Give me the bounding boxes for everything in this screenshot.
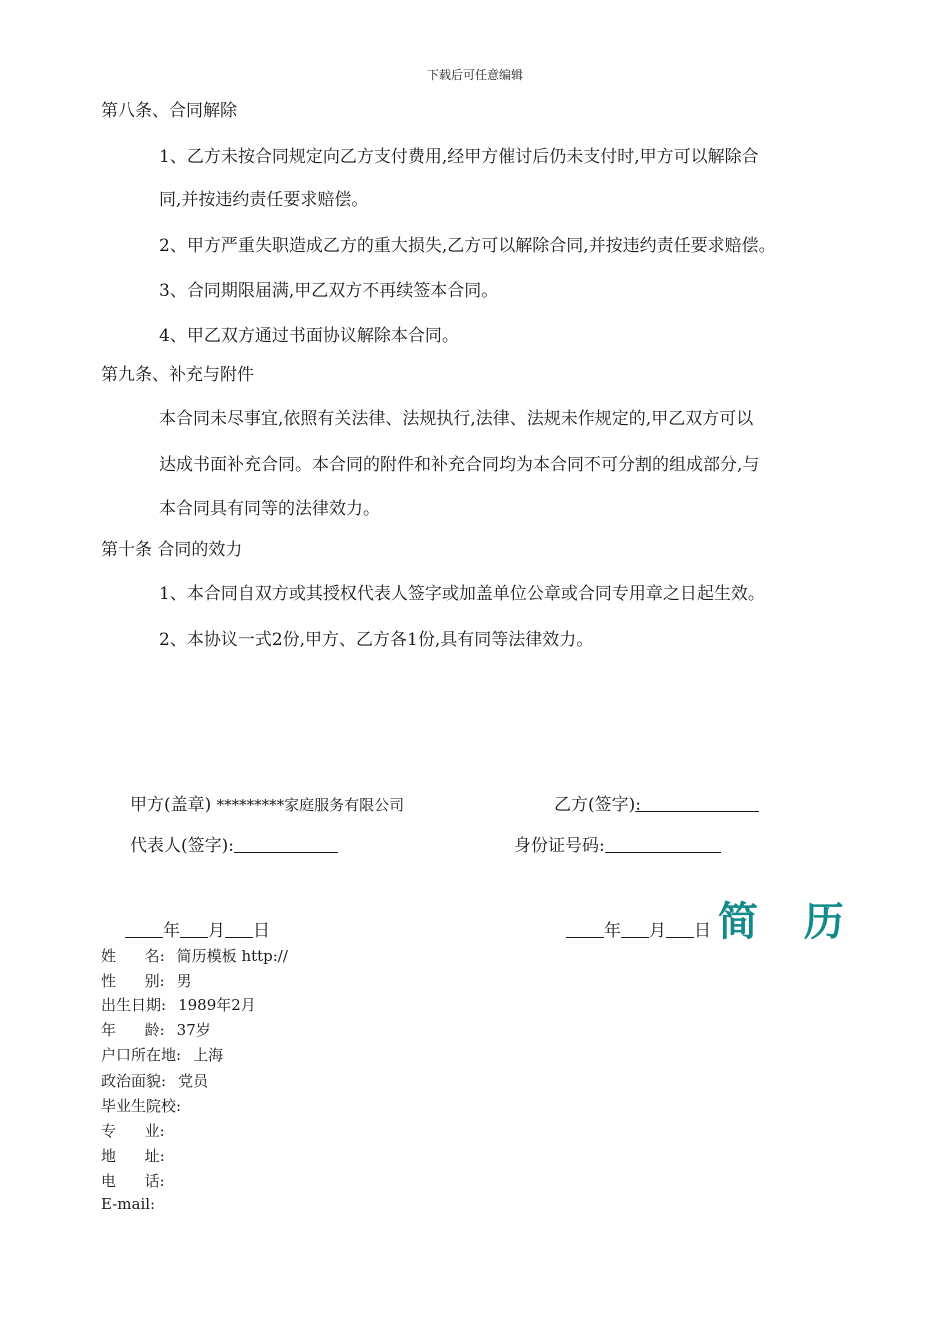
article-10-heading: 第十条 合同的效力 [101, 540, 243, 560]
article-9-heading: 第九条、补充与附件 [101, 365, 254, 385]
month-blank [180, 920, 208, 938]
resume-field-value: 男 [176, 972, 192, 990]
month-label: 月 [208, 921, 225, 941]
resume-field-label: 户口所在地: [101, 1046, 182, 1064]
article-10-item-2: 2、本协议一式2份,甲方、乙方各1份,具有同等法律效力。 [159, 630, 594, 650]
resume-title: 简 历 [718, 898, 860, 945]
resume-field-row [101, 970, 192, 991]
resume-field-row [101, 1145, 177, 1166]
resume-field-row [101, 1019, 211, 1040]
month-label: 月 [649, 921, 666, 941]
day-blank [225, 920, 253, 938]
resume-field-row [101, 1195, 167, 1213]
id-number-label: 身份证号码: [514, 836, 605, 856]
resume-field-value: 上海 [193, 1046, 224, 1064]
year-blank [566, 920, 604, 938]
date-right [566, 916, 711, 941]
article-10-item-1: 1、本合同自双方或其授权代表人签字或加盖单位公章或合同专用章之日起生效。 [159, 584, 765, 604]
resume-field-label: 地 址: [101, 1147, 165, 1165]
representative-signature-blank [234, 835, 338, 853]
article-8-item-1: 1、乙方未按合同规定向乙方支付费用,经甲方催讨后仍未支付时,甲方可以解除合 [159, 147, 759, 167]
day-label: 日 [253, 921, 270, 941]
article-8-item-4: 4、甲乙双方通过书面协议解除本合同。 [159, 326, 459, 346]
article-9-line-1: 本合同未尽事宜,依照有关法律、法规执行,法律、法规未作规定的,甲乙双方可以 [159, 409, 754, 429]
resume-field-value: 37岁 [176, 1021, 211, 1039]
article-9-line-2: 达成书面补充合同。本合同的附件和补充合同均为本合同不可分割的组成部分,与 [159, 455, 760, 475]
resume-field-label: 政治面貌: [101, 1072, 167, 1090]
resume-field-row [101, 1044, 223, 1065]
article-8-item-1-cont: 同,并按违约责任要求赔偿。 [159, 190, 369, 210]
year-label: 年 [604, 921, 621, 941]
article-8-item-3: 3、合同期限届满,甲乙双方不再续签本合同。 [159, 281, 499, 301]
party-b-colon: : [635, 795, 641, 815]
representative-row [130, 831, 338, 856]
resume-field-label: 毕业生院校: [101, 1097, 182, 1115]
article-8-heading: 第八条、合同解除 [101, 101, 237, 121]
resume-field-label: 电 话: [101, 1172, 165, 1190]
resume-field-row [101, 1120, 177, 1141]
resume-field-row [101, 1095, 193, 1116]
id-number-blank [605, 835, 721, 853]
date-left [125, 916, 270, 941]
id-number-row [514, 831, 721, 856]
party-a-row [130, 790, 404, 815]
party-b-label: 乙方(签字) [554, 795, 636, 815]
party-a-label: 甲方(盖章) [130, 795, 212, 815]
resume-field-label: 年 龄: [101, 1021, 165, 1039]
party-b-signature-blank [641, 794, 759, 812]
party-a-value: *********家庭服务有限公司 [216, 796, 405, 814]
article-9-line-3: 本合同具有同等的法律效力。 [159, 499, 380, 519]
resume-field-label: 专 业: [101, 1122, 165, 1140]
representative-label: 代表人(签字): [130, 836, 234, 856]
day-label: 日 [694, 921, 711, 941]
resume-field-value: 简历模板 http:// [176, 947, 288, 965]
resume-field-row [101, 1070, 208, 1091]
month-blank [621, 920, 649, 938]
page-header: 下载后可任意编辑 [426, 68, 523, 82]
day-blank [666, 920, 694, 938]
resume-field-label: 姓 名: [101, 947, 165, 965]
resume-field-row [101, 945, 288, 966]
party-b-row [554, 790, 759, 815]
resume-field-label: E-mail: [101, 1195, 156, 1213]
resume-field-row [101, 994, 256, 1015]
year-label: 年 [163, 921, 180, 941]
resume-field-value: 党员 [178, 1072, 209, 1090]
year-blank [125, 920, 163, 938]
resume-field-value: 1989年2月 [178, 996, 256, 1014]
resume-field-row [101, 1170, 177, 1191]
article-8-item-2: 2、甲方严重失职造成乙方的重大损失,乙方可以解除合同,并按违约责任要求赔偿。 [159, 236, 776, 256]
resume-field-label: 出生日期: [101, 996, 167, 1014]
resume-field-label: 性 别: [101, 972, 165, 990]
